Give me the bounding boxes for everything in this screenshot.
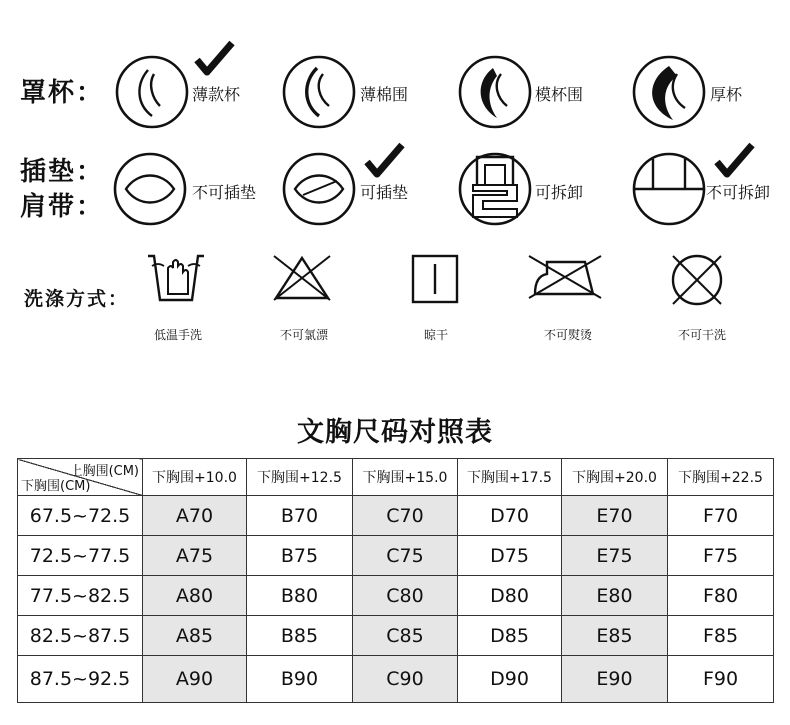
size-cell: B75	[247, 536, 353, 576]
care-label-3: 晾干	[423, 328, 449, 342]
table-row	[18, 656, 774, 703]
pad-option-label-4: 不可拆卸	[706, 183, 771, 202]
size-cell: D85	[458, 616, 562, 656]
removable-strap-icon	[457, 151, 533, 227]
wash-row-label: 洗涤方式：	[24, 288, 130, 310]
size-chart-header-row	[18, 459, 774, 496]
corner-upper-bust-label: 上胸围(CM)	[69, 464, 139, 479]
size-cell: F80	[668, 576, 774, 616]
size-cell: C85	[353, 616, 458, 656]
table-row	[18, 496, 774, 536]
cup-option-label-4: 厚杯	[710, 85, 743, 104]
thin-cup-icon	[114, 54, 190, 130]
care-label-2: 不可氯漂	[279, 328, 329, 342]
row-header: 72.5~77.5	[18, 536, 143, 576]
size-cell: F85	[668, 616, 774, 656]
pad-row-label: 插垫：	[20, 157, 105, 187]
row-header: 87.5~92.5	[18, 656, 143, 703]
size-cell: D75	[458, 536, 562, 576]
size-cell: A75	[143, 536, 247, 576]
pad-check-icon	[364, 142, 406, 180]
strap-check-icon	[714, 142, 756, 180]
pad-option-label-2: 可插垫	[360, 183, 409, 202]
pad-option-label-3: 可拆卸	[535, 183, 584, 202]
size-cell: F90	[668, 656, 774, 703]
cup-option-label-1: 薄款杯	[192, 85, 241, 104]
thick-cup-icon	[631, 54, 707, 130]
size-cell: A85	[143, 616, 247, 656]
size-cell: C80	[353, 576, 458, 616]
row-header: 67.5~72.5	[18, 496, 143, 536]
size-cell: C75	[353, 536, 458, 576]
row-header: 82.5~87.5	[18, 616, 143, 656]
no-pad-icon	[112, 151, 188, 227]
row-header: 77.5~82.5	[18, 576, 143, 616]
pad-insert-icon	[281, 151, 357, 227]
size-cell: C70	[353, 496, 458, 536]
size-cell: B80	[247, 576, 353, 616]
column-header: 下胸围+17.5	[458, 459, 562, 496]
pad-option-label-1: 不可插垫	[192, 183, 257, 202]
size-cell: F75	[668, 536, 774, 576]
no-iron-icon	[527, 254, 603, 300]
table-row	[18, 536, 774, 576]
table-row	[18, 616, 774, 656]
size-cell: E90	[562, 656, 668, 703]
size-cell: B70	[247, 496, 353, 536]
size-cell: C90	[353, 656, 458, 703]
size-chart-corner	[18, 459, 143, 496]
cup-row-label: 罩杯：	[20, 78, 105, 108]
molded-cup-icon	[457, 54, 533, 130]
corner-under-bust-label: 下胸围(CM)	[21, 479, 91, 494]
column-header: 下胸围+10.0	[143, 459, 247, 496]
care-label-4: 不可熨烫	[543, 328, 593, 342]
column-header: 下胸围+15.0	[353, 459, 458, 496]
size-cell: B90	[247, 656, 353, 703]
size-cell: A70	[143, 496, 247, 536]
cup-option-label-2: 薄棉围	[360, 85, 409, 104]
care-label-1: 低温手洗	[153, 328, 203, 342]
column-header: 下胸围+22.5	[668, 459, 774, 496]
table-row	[18, 576, 774, 616]
fixed-strap-icon	[631, 151, 707, 227]
line-dry-icon	[411, 254, 459, 304]
size-cell: D90	[458, 656, 562, 703]
strap-row-label: 肩带：	[20, 192, 105, 222]
size-cell: B85	[247, 616, 353, 656]
size-cell: A90	[143, 656, 247, 703]
hand-wash-icon	[146, 252, 206, 304]
cup-option-label-3: 模杯围	[535, 85, 584, 104]
column-header: 下胸围+20.0	[562, 459, 668, 496]
cup-check-icon-1	[194, 40, 236, 78]
no-dry-clean-icon	[668, 252, 726, 308]
size-cell: F70	[668, 496, 774, 536]
size-chart-title: 文胸尺码对照表	[297, 417, 493, 448]
size-cell: A80	[143, 576, 247, 616]
size-chart-table	[17, 458, 774, 703]
thin-padded-cup-icon	[281, 54, 357, 130]
column-header: 下胸围+12.5	[247, 459, 353, 496]
size-cell: D80	[458, 576, 562, 616]
size-cell: D70	[458, 496, 562, 536]
size-cell: E70	[562, 496, 668, 536]
size-cell: E85	[562, 616, 668, 656]
size-cell: E75	[562, 536, 668, 576]
care-label-5: 不可干洗	[677, 328, 727, 342]
no-bleach-icon	[272, 254, 332, 302]
size-cell: E80	[562, 576, 668, 616]
